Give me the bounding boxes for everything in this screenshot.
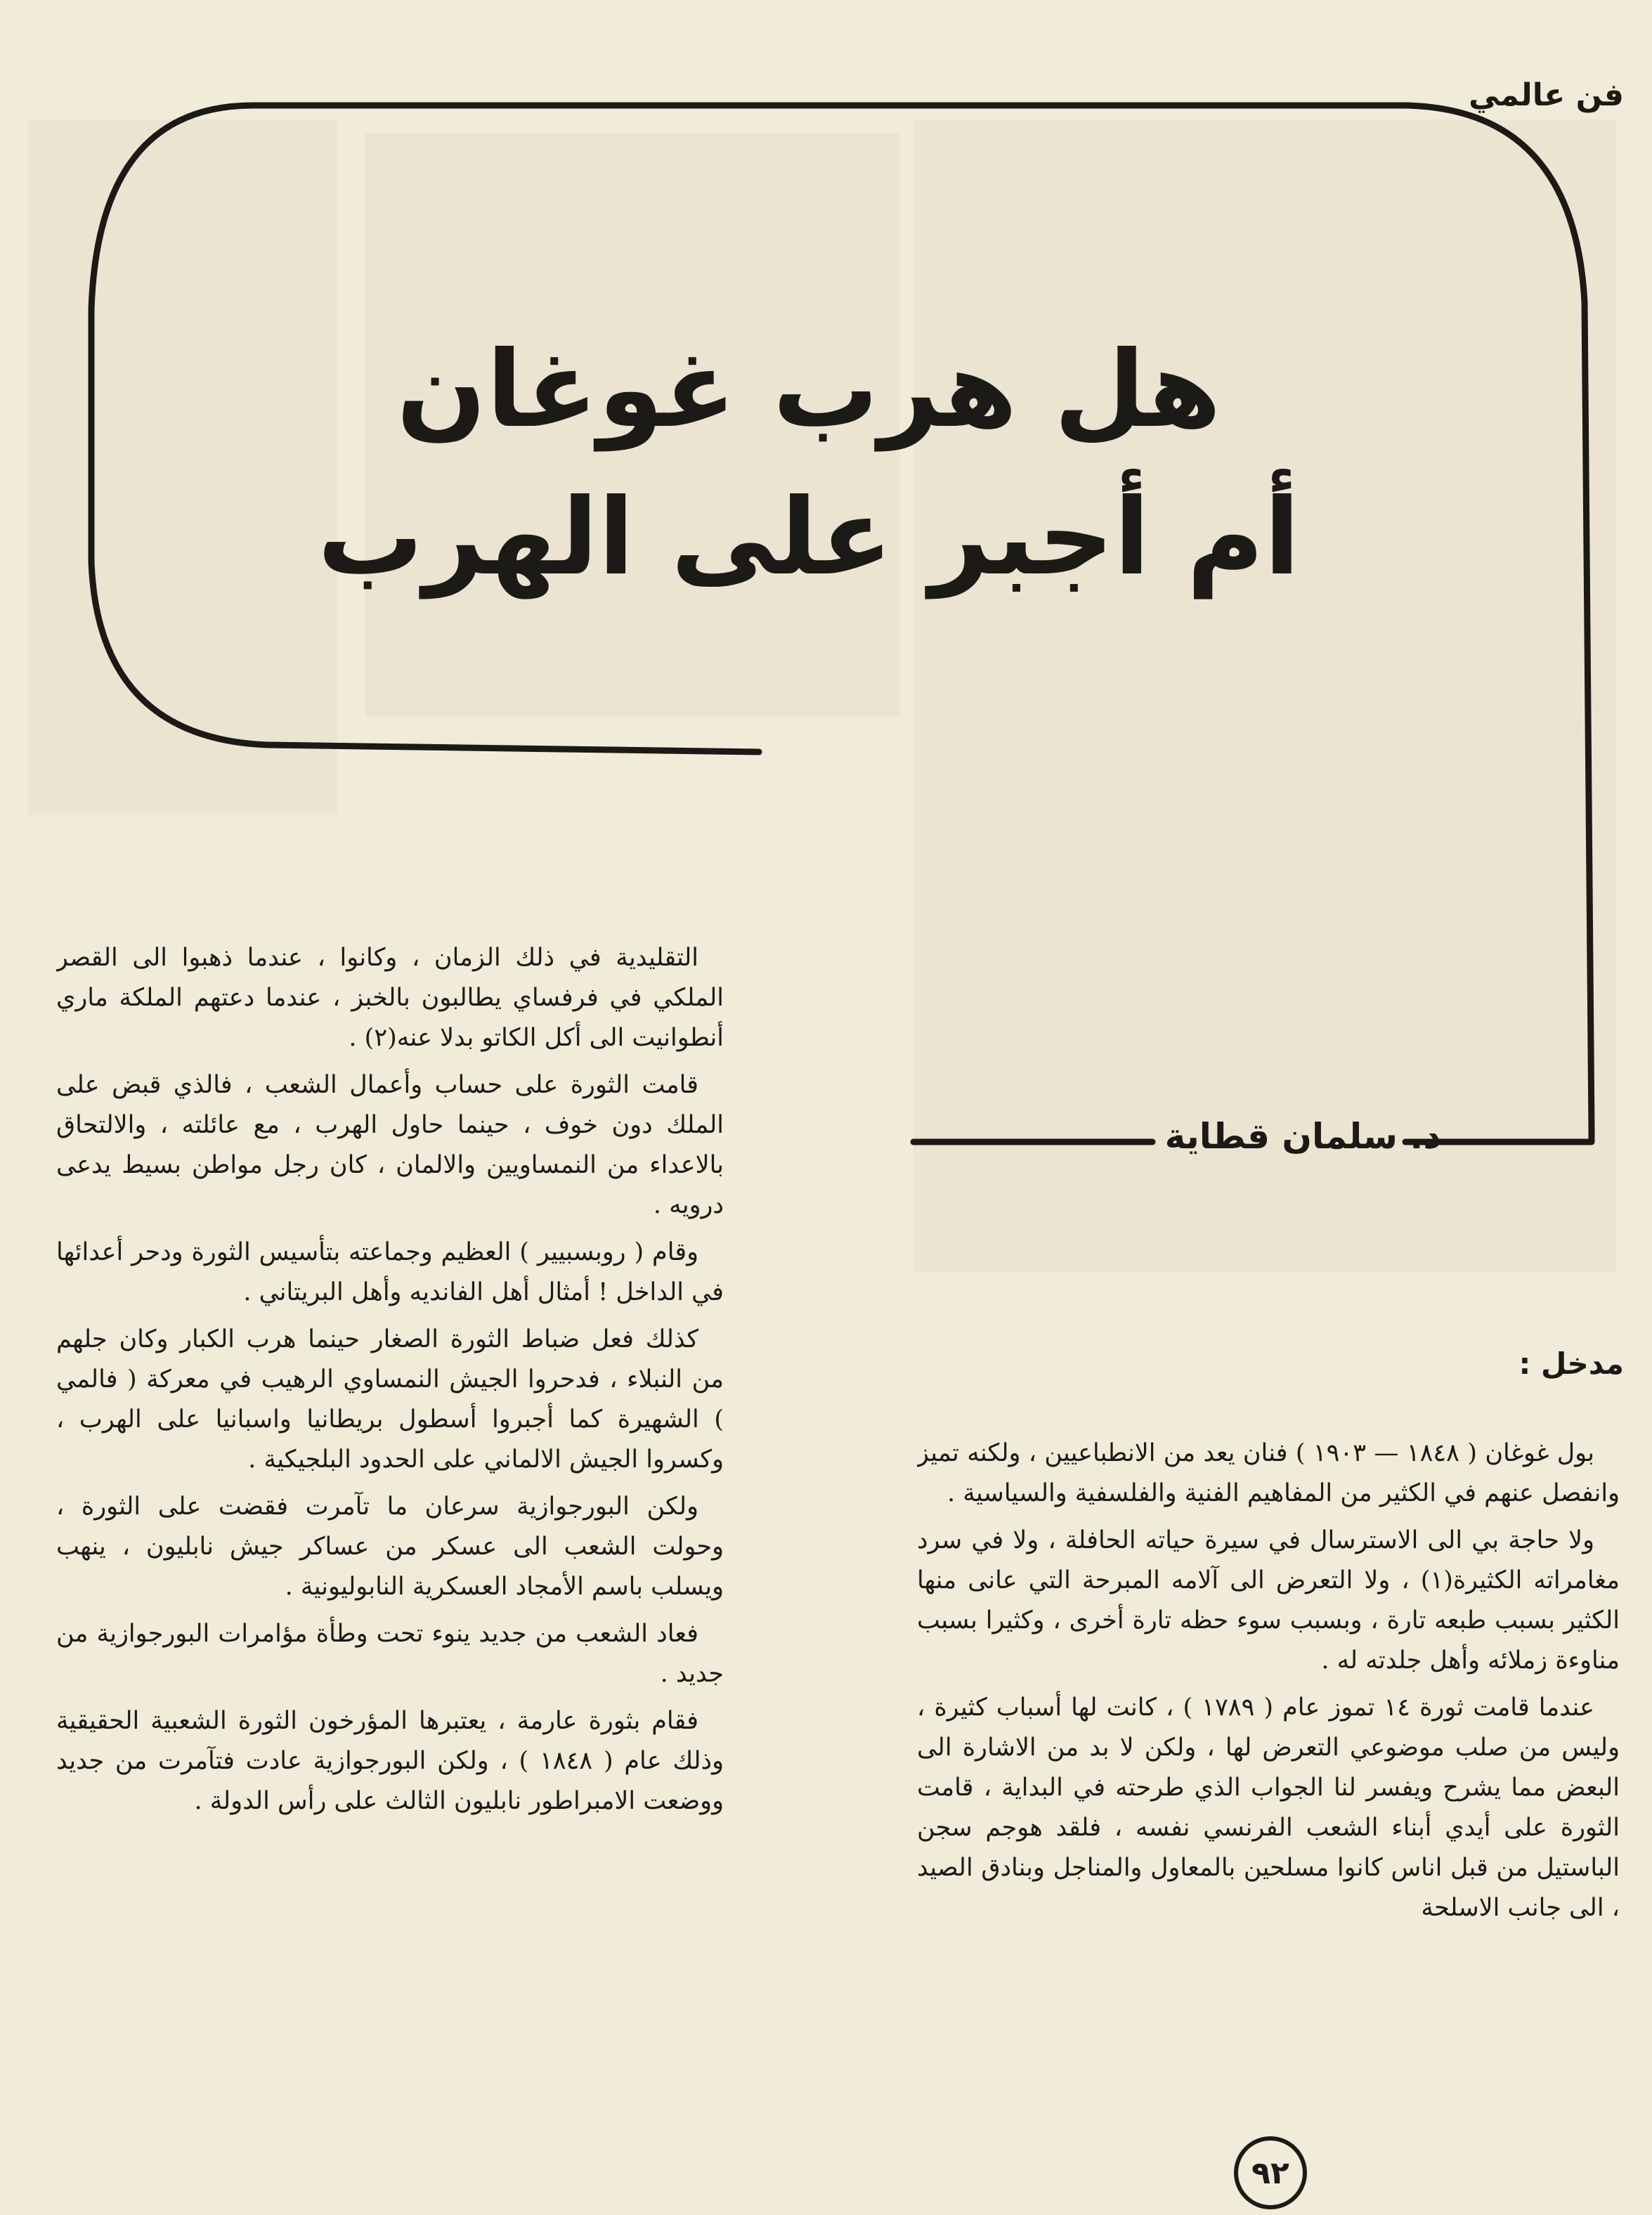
left-text-column bbox=[56, 938, 724, 2091]
paragraph: فعاد الشعب من جديد ينوء تحت وطأة مؤامرات البورجوازية من جديد . bbox=[56, 1620, 724, 1688]
title-line-1: هل هرب غوغان bbox=[396, 329, 1221, 451]
author-byline: د. سلمان قطاية bbox=[1164, 1116, 1441, 1157]
article-title bbox=[247, 316, 1371, 611]
paragraph: بول غوغان ( ١٨٤٨ — ١٩٠٣ ) فنان يعد من الانطباعيين ، ولكنه تميز وانفصل عنهم في الكثير من المفاهيم الفنية والفلسفية والسياسية . bbox=[917, 1439, 1620, 1507]
paragraph: كذلك فعل ضباط الثورة الصغار حينما هرب الكبار وكان جلهم من النبلاء ، فدحروا الجيش النمساوي الرهيب في معركة ( فالمي ) الشهيرة كما أجبروا أسطول بريطانيا واسبانيا على الهرب ، وكسروا الجيش الالماني على الحدود البلجيكية . bbox=[56, 1325, 724, 1474]
paragraph: عندما قامت ثورة ١٤ تموز عام ( ١٧٨٩ ) ، كانت لها أسباب كثيرة ، وليس من صلب موضوعي التعرض لها ، ولكن لا بد من الاشارة الى البعض مما يشرح ويفسر لنا الجواب الذي طرحته في البداية ، قامت الثورة على أيدي أبناء الشعب الفرنسي نفسه ، فلقد هوجم سجن الباستيل من قبل اناس كانوا مسلحين بالمعاول والمناجل وبنادق الصيد ، الى جانب الاسلحة bbox=[917, 1694, 1620, 1922]
paragraph: وقام ( روبسبيير ) العظيم وجماعته بتأسيس الثورة ودحر أعدائها في الداخل ! أمثال أهل الفانديه وأهل البريتاني . bbox=[56, 1238, 724, 1306]
paragraph: ولا حاجة بي الى الاسترسال في سيرة حياته الحافلة ، ولا في سرد مغامراته الكثيرة(١) ، ولا التعرض الى آلامه المبرحة التي عانى منها الكثير بسبب طبعه تارة ، وبسبب سوء حظه تارة أخرى ، وكثيرا بسبب مناوءة زملائه وأهل جلدته له . bbox=[917, 1526, 1620, 1675]
right-text-column bbox=[917, 1434, 1620, 2143]
paragraph: فقام بثورة عارمة ، يعتبرها المؤرخون الثورة الشعبية الحقيقية وذلك عام ( ١٨٤٨ ) ، ولكن البورجوازية عادت فتآمرت من جديد ووضعت الامبراطور نابليون الثالث على رأس الدولة . bbox=[56, 1707, 724, 1815]
paragraph: التقليدية في ذلك الزمان ، وكانوا ، عندما ذهبوا الى القصر الملكي في فرفساي يطالبون بالخبز ، عندما دعتهم الملكة ماري أنطوانيت الى أكل الكاتو بدلا عنه(٢) . bbox=[56, 944, 724, 1052]
section-label: فن عالمي bbox=[1469, 77, 1624, 113]
page-number: ٩٢ bbox=[1234, 2136, 1307, 2209]
paragraph: قامت الثورة على حساب وأعمال الشعب ، فالذي قبض على الملك دون خوف ، حينما حاول الهرب ، مع عائلته ، والالتحاق بالاعداء من النمساويين والالمان ، كان رجل مواطن بسيط يدعى درويه . bbox=[56, 1071, 724, 1219]
title-line-2: أم أجبر على الهرب bbox=[317, 476, 1301, 599]
intro-heading: مدخل : bbox=[1518, 1346, 1624, 1381]
paragraph: ولكن البورجوازية سرعان ما تآمرت فقضت على الثورة ، وحولت الشعب الى عسكر من عساكر جيش نابليون ، ينهب ويسلب باسم الأمجاد العسكرية النابوليونية . bbox=[56, 1493, 724, 1601]
